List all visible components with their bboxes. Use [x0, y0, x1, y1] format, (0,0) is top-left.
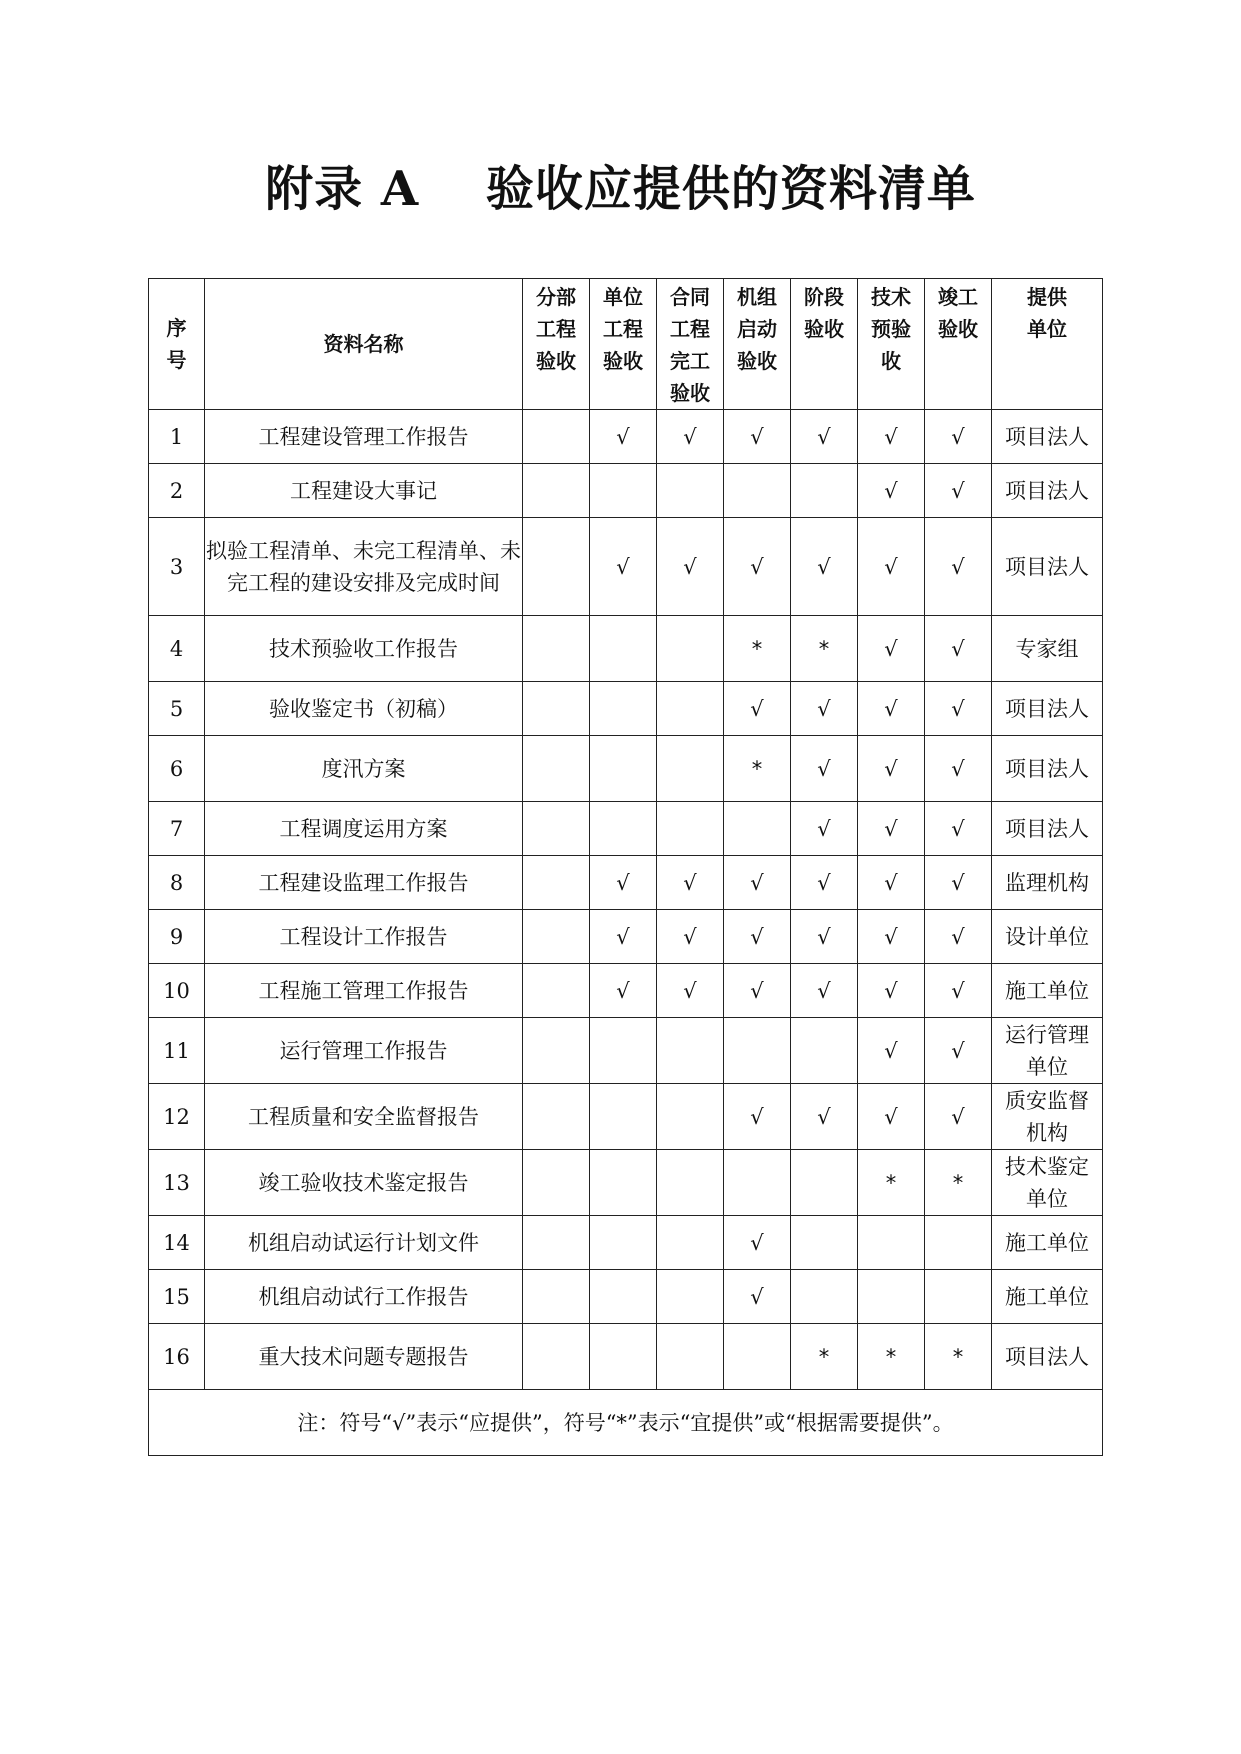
stage-mark — [657, 682, 724, 736]
provider-unit-line: 技术鉴定 — [1005, 1154, 1089, 1179]
header-seq-line: 号 — [166, 348, 187, 372]
stage-mark: √ — [724, 856, 791, 910]
stage-mark: √ — [858, 1018, 925, 1084]
table-row — [149, 616, 1103, 682]
stage-mark: * — [791, 616, 858, 682]
stage-mark: √ — [791, 856, 858, 910]
provider-unit-line: 项目法人 — [1005, 816, 1089, 841]
row-number: 13 — [149, 1150, 205, 1216]
stage-mark — [590, 1270, 657, 1324]
provider-unit — [992, 1150, 1103, 1216]
provider-unit — [992, 736, 1103, 802]
header-stage — [791, 279, 858, 410]
stage-mark — [590, 802, 657, 856]
provider-unit — [992, 616, 1103, 682]
stage-mark: √ — [791, 1084, 858, 1150]
provider-unit-line: 项目法人 — [1005, 424, 1089, 449]
provider-unit-line: 单位 — [1026, 1186, 1068, 1211]
stage-mark: * — [724, 616, 791, 682]
table-header-row — [149, 279, 1103, 410]
stage-mark: √ — [858, 856, 925, 910]
stage-mark: * — [925, 1324, 992, 1390]
header-stage-line: 验收 — [603, 349, 643, 373]
stage-mark: √ — [858, 736, 925, 802]
stage-mark — [590, 1324, 657, 1390]
stage-mark — [858, 1216, 925, 1270]
header-provider-line: 提供 — [1027, 285, 1067, 309]
stage-mark: √ — [590, 856, 657, 910]
provider-unit-line: 施工单位 — [1005, 1284, 1089, 1309]
stage-mark: √ — [724, 1216, 791, 1270]
header-stage-line: 技术 — [871, 285, 911, 309]
stage-mark: √ — [657, 910, 724, 964]
provider-unit-line: 监理机构 — [1005, 870, 1089, 895]
stage-mark — [858, 1270, 925, 1324]
note-row — [149, 1390, 1103, 1456]
header-seq — [149, 279, 205, 410]
table-row — [149, 802, 1103, 856]
stage-mark: √ — [858, 616, 925, 682]
stage-mark: √ — [791, 682, 858, 736]
stage-mark: √ — [791, 410, 858, 464]
stage-mark: √ — [724, 518, 791, 616]
provider-unit-line: 质安监督 — [1005, 1088, 1089, 1113]
header-stage-line: 工程 — [603, 317, 643, 341]
stage-mark — [523, 1270, 590, 1324]
row-number: 1 — [149, 410, 205, 464]
material-name: 重大技术问题专题报告 — [205, 1324, 523, 1390]
stage-mark — [523, 518, 590, 616]
stage-mark — [523, 1150, 590, 1216]
material-name: 技术预验收工作报告 — [205, 616, 523, 682]
stage-mark: √ — [590, 964, 657, 1018]
stage-mark: √ — [724, 910, 791, 964]
header-stage-line: 机组 — [737, 285, 777, 309]
stage-mark: √ — [858, 518, 925, 616]
header-stage-line: 预验 — [871, 317, 911, 341]
material-name: 工程建设监理工作报告 — [205, 856, 523, 910]
stage-mark — [724, 802, 791, 856]
provider-unit-line: 运行管理 — [1005, 1022, 1089, 1047]
provider-unit — [992, 518, 1103, 616]
provider-unit — [992, 1270, 1103, 1324]
material-name: 工程设计工作报告 — [205, 910, 523, 964]
stage-mark — [523, 856, 590, 910]
stage-mark: √ — [858, 1084, 925, 1150]
provider-unit-line: 设计单位 — [1005, 924, 1089, 949]
stage-mark: √ — [925, 682, 992, 736]
provider-unit — [992, 964, 1103, 1018]
stage-mark — [724, 464, 791, 518]
stage-mark: √ — [858, 802, 925, 856]
table-row — [149, 1270, 1103, 1324]
provider-unit — [992, 856, 1103, 910]
material-name: 工程施工管理工作报告 — [205, 964, 523, 1018]
stage-mark — [657, 616, 724, 682]
material-name: 工程质量和安全监督报告 — [205, 1084, 523, 1150]
stage-mark — [657, 802, 724, 856]
material-name: 机组启动试行工作报告 — [205, 1270, 523, 1324]
stage-mark — [791, 464, 858, 518]
material-name: 拟验工程清单、未完工程清单、未完工程的建设安排及完成时间 — [205, 518, 523, 616]
stage-mark — [523, 736, 590, 802]
header-stage — [925, 279, 992, 410]
header-stage-line: 工程 — [670, 317, 710, 341]
stage-mark: √ — [590, 518, 657, 616]
material-name: 竣工验收技术鉴定报告 — [205, 1150, 523, 1216]
stage-mark — [791, 1018, 858, 1084]
material-name: 验收鉴定书（初稿） — [205, 682, 523, 736]
stage-mark — [657, 1150, 724, 1216]
table-row — [149, 1150, 1103, 1216]
provider-unit — [992, 910, 1103, 964]
provider-unit-line: 项目法人 — [1005, 756, 1089, 781]
stage-mark — [523, 410, 590, 464]
stage-mark: √ — [657, 410, 724, 464]
table-row — [149, 1324, 1103, 1390]
header-stage-line: 启动 — [737, 317, 777, 341]
stage-mark: √ — [657, 856, 724, 910]
page-title: 附录 A 验收应提供的资料清单 — [265, 161, 976, 217]
stage-mark — [523, 802, 590, 856]
header-stage — [523, 279, 590, 410]
stage-mark: * — [858, 1150, 925, 1216]
table-row — [149, 410, 1103, 464]
stage-mark: √ — [858, 910, 925, 964]
stage-mark: √ — [925, 616, 992, 682]
stage-mark: √ — [858, 464, 925, 518]
provider-unit — [992, 1018, 1103, 1084]
material-name: 运行管理工作报告 — [205, 1018, 523, 1084]
provider-unit — [992, 1084, 1103, 1150]
header-name: 资料名称 — [205, 279, 523, 410]
stage-mark: * — [791, 1324, 858, 1390]
header-stage-line: 完工 — [670, 349, 710, 373]
row-number: 15 — [149, 1270, 205, 1324]
table-row — [149, 1216, 1103, 1270]
stage-mark: √ — [791, 910, 858, 964]
stage-mark: √ — [858, 410, 925, 464]
stage-mark — [925, 1216, 992, 1270]
provider-unit-line: 施工单位 — [1005, 1230, 1089, 1255]
header-stage-line: 合同 — [670, 285, 710, 309]
stage-mark — [925, 1270, 992, 1324]
header-provider — [992, 279, 1103, 410]
provider-unit-line: 项目法人 — [1005, 696, 1089, 721]
table-row — [149, 682, 1103, 736]
stage-mark — [590, 1018, 657, 1084]
stage-mark: * — [925, 1150, 992, 1216]
stage-mark — [657, 736, 724, 802]
stage-mark: √ — [925, 1084, 992, 1150]
header-stage — [858, 279, 925, 410]
header-stage-line: 验收 — [536, 349, 576, 373]
stage-mark: √ — [590, 410, 657, 464]
table-row — [149, 910, 1103, 964]
stage-mark: √ — [791, 736, 858, 802]
stage-mark: √ — [657, 964, 724, 1018]
row-number: 5 — [149, 682, 205, 736]
header-stage-line: 收 — [881, 349, 901, 373]
provider-unit-line: 单位 — [1026, 1054, 1068, 1079]
provider-unit-line: 项目法人 — [1005, 554, 1089, 579]
material-name: 机组启动试运行计划文件 — [205, 1216, 523, 1270]
stage-mark — [657, 1216, 724, 1270]
header-stage-line: 工程 — [536, 317, 576, 341]
stage-mark: √ — [724, 682, 791, 736]
row-number: 6 — [149, 736, 205, 802]
stage-mark — [791, 1150, 858, 1216]
material-name: 工程调度运用方案 — [205, 802, 523, 856]
stage-mark — [523, 964, 590, 1018]
stage-mark — [590, 1084, 657, 1150]
stage-mark — [791, 1216, 858, 1270]
material-name: 工程建设大事记 — [205, 464, 523, 518]
stage-mark: √ — [590, 910, 657, 964]
stage-mark — [657, 1324, 724, 1390]
provider-unit — [992, 682, 1103, 736]
provider-unit — [992, 1216, 1103, 1270]
stage-mark: √ — [858, 682, 925, 736]
stage-mark — [590, 1216, 657, 1270]
provider-unit — [992, 802, 1103, 856]
table-row — [149, 1018, 1103, 1084]
row-number: 7 — [149, 802, 205, 856]
stage-mark — [590, 682, 657, 736]
material-name: 工程建设管理工作报告 — [205, 410, 523, 464]
row-number: 12 — [149, 1084, 205, 1150]
stage-mark — [724, 1150, 791, 1216]
stage-mark — [724, 1324, 791, 1390]
table-row — [149, 1084, 1103, 1150]
stage-mark — [657, 1270, 724, 1324]
stage-mark: √ — [925, 736, 992, 802]
row-number: 9 — [149, 910, 205, 964]
provider-unit-line: 专家组 — [1015, 636, 1079, 661]
provider-unit — [992, 1324, 1103, 1390]
header-stage-line: 单位 — [603, 285, 643, 309]
header-stage-line: 验收 — [938, 317, 978, 341]
material-name: 度汛方案 — [205, 736, 523, 802]
stage-mark — [523, 1216, 590, 1270]
header-stage — [657, 279, 724, 410]
stage-mark — [657, 1084, 724, 1150]
stage-mark: √ — [724, 410, 791, 464]
header-stage-line: 验收 — [670, 381, 710, 405]
provider-unit-line: 项目法人 — [1005, 1344, 1089, 1369]
table-row — [149, 736, 1103, 802]
stage-mark: √ — [791, 518, 858, 616]
table-row — [149, 464, 1103, 518]
stage-mark — [590, 616, 657, 682]
provider-unit-line: 项目法人 — [1005, 478, 1089, 503]
stage-mark — [590, 1150, 657, 1216]
row-number: 11 — [149, 1018, 205, 1084]
stage-mark — [590, 464, 657, 518]
header-seq-line: 序 — [166, 316, 187, 340]
stage-mark: √ — [925, 410, 992, 464]
stage-mark — [523, 616, 590, 682]
row-number: 2 — [149, 464, 205, 518]
stage-mark: √ — [724, 964, 791, 1018]
header-stage-line: 分部 — [536, 285, 576, 309]
stage-mark: √ — [925, 802, 992, 856]
stage-mark: √ — [791, 964, 858, 1018]
header-stage — [724, 279, 791, 410]
stage-mark — [657, 464, 724, 518]
stage-mark: √ — [925, 518, 992, 616]
header-stage-line: 验收 — [737, 349, 777, 373]
stage-mark — [523, 682, 590, 736]
stage-mark: √ — [925, 910, 992, 964]
stage-mark: √ — [925, 1018, 992, 1084]
table-row — [149, 856, 1103, 910]
stage-mark — [523, 910, 590, 964]
materials-checklist-table — [148, 278, 1103, 1456]
stage-mark: * — [724, 736, 791, 802]
stage-mark: √ — [657, 518, 724, 616]
stage-mark: √ — [925, 464, 992, 518]
table-row — [149, 964, 1103, 1018]
row-number: 4 — [149, 616, 205, 682]
stage-mark: √ — [791, 802, 858, 856]
row-number: 8 — [149, 856, 205, 910]
stage-mark — [590, 736, 657, 802]
stage-mark — [523, 1084, 590, 1150]
stage-mark — [657, 1018, 724, 1084]
table-note: 注：符号“√”表示“应提供”，符号“*”表示“宜提供”或“根据需要提供”。 — [149, 1390, 1103, 1456]
provider-unit-line: 施工单位 — [1005, 978, 1089, 1003]
table-row — [149, 518, 1103, 616]
stage-mark — [724, 1018, 791, 1084]
provider-unit — [992, 464, 1103, 518]
stage-mark: √ — [858, 964, 925, 1018]
stage-mark — [523, 1018, 590, 1084]
stage-mark: * — [858, 1324, 925, 1390]
header-stage-line: 阶段 — [804, 285, 844, 309]
header-stage — [590, 279, 657, 410]
provider-unit-line: 机构 — [1026, 1120, 1068, 1145]
row-number: 14 — [149, 1216, 205, 1270]
stage-mark: √ — [925, 856, 992, 910]
stage-mark — [523, 464, 590, 518]
stage-mark — [523, 1324, 590, 1390]
stage-mark: √ — [724, 1270, 791, 1324]
stage-mark — [791, 1270, 858, 1324]
row-number: 3 — [149, 518, 205, 616]
stage-mark: √ — [925, 964, 992, 1018]
row-number: 16 — [149, 1324, 205, 1390]
header-stage-line: 验收 — [804, 317, 844, 341]
row-number: 10 — [149, 964, 205, 1018]
stage-mark: √ — [724, 1084, 791, 1150]
provider-unit — [992, 410, 1103, 464]
header-provider-line: 单位 — [1027, 317, 1067, 341]
header-stage-line: 竣工 — [938, 285, 978, 309]
